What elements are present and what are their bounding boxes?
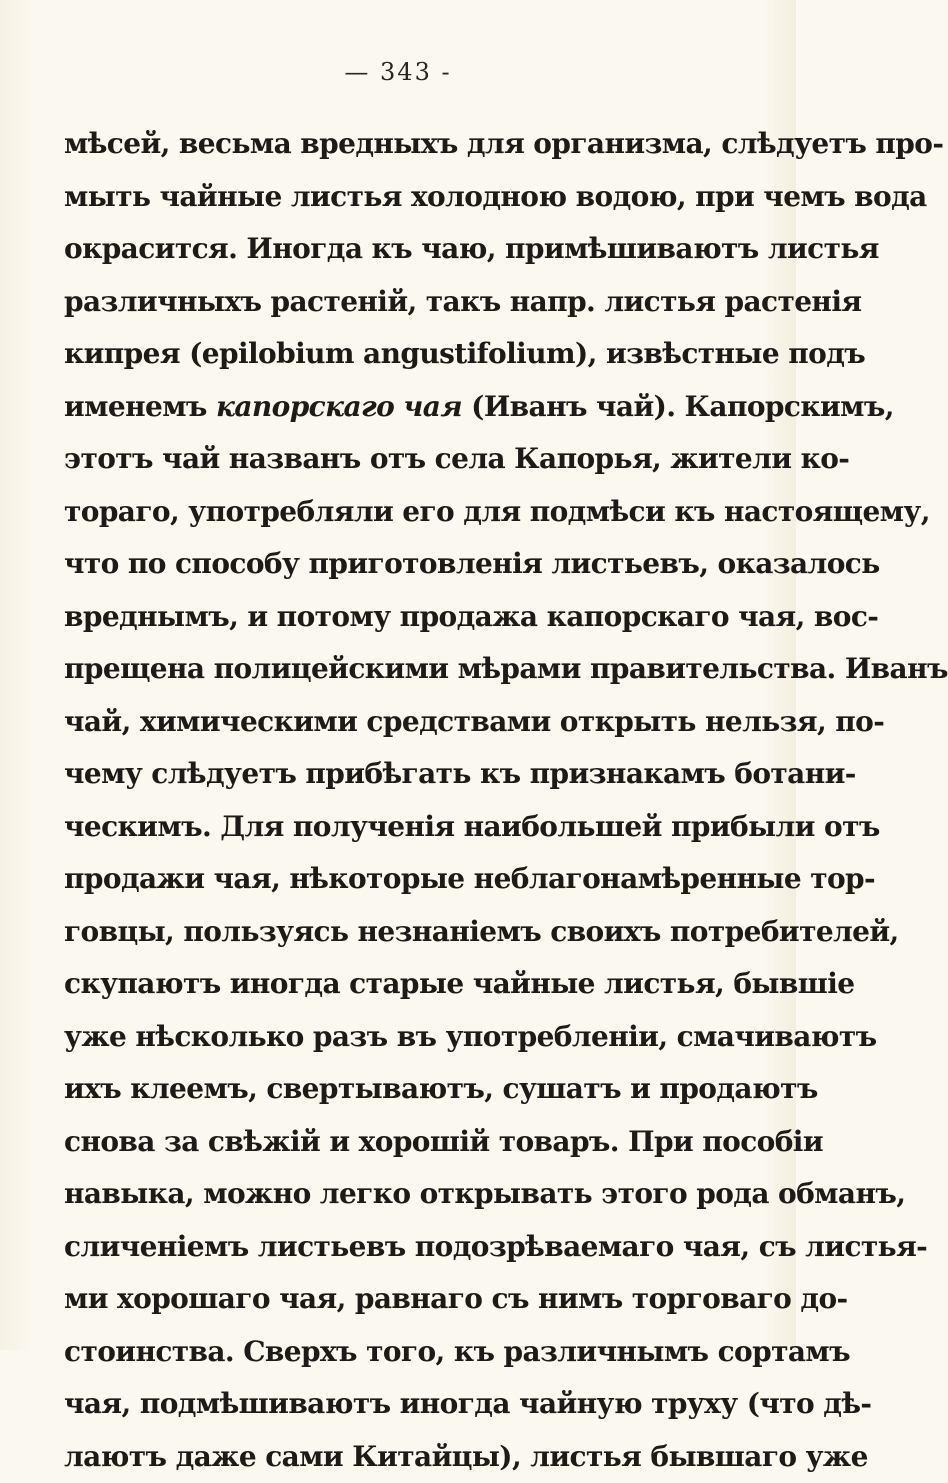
text-line: что по способу приготовленія листьевъ, оказалось — [64, 538, 754, 591]
text-line: мыть чайные листья холодною водою, при чемъ вода — [64, 171, 754, 224]
text-line-mixed — [64, 381, 754, 434]
text-line: чай, химическими средствами открыть нельзя, по- — [64, 696, 754, 749]
text-line: снова за свѣжій и хорошій товаръ. При пособіи — [64, 1116, 754, 1169]
text-line: тораго, употребляли его для подмѣси къ настоящему, — [64, 486, 754, 539]
text-line: ихъ клеемъ, свертываютъ, сушатъ и продаютъ — [64, 1063, 754, 1116]
text-line: ческимъ. Для полученія наибольшей прибыли отъ — [64, 801, 754, 854]
text-line: мѣсей, весьма вредныхъ для организма, слѣдуетъ про- — [64, 118, 754, 171]
text-line: чая, подмѣшиваютъ иногда чайную труху (что дѣ- — [64, 1378, 754, 1431]
text-line: уже нѣсколько разъ въ употребленіи, смачиваютъ — [64, 1011, 754, 1064]
page-number: — 343 - — [0, 58, 796, 86]
text-line: лаютъ даже сами Китайцы), листья бывшаго уже — [64, 1431, 754, 1483]
text-fragment: именемъ — [64, 390, 216, 423]
text-line: стоинства. Сверхъ того, къ различнымъ сортамъ — [64, 1326, 754, 1379]
text-line: навыка, можно легко открывать этого рода обманъ, — [64, 1168, 754, 1221]
body-text — [64, 118, 754, 1483]
text-line: ми хорошаго чая, равнаго съ нимъ торговаго до- — [64, 1273, 754, 1326]
text-line: различныхъ растеній, такъ напр. листья растенія — [64, 276, 754, 329]
text-line: чему слѣдуетъ прибѣгать къ признакамъ ботани- — [64, 748, 754, 801]
italic-term: капорскаго чая — [216, 390, 462, 423]
text-line: прещена полицейскими мѣрами правительства. Иванъ — [64, 643, 754, 696]
text-line: говцы, пользуясь незнаніемъ своихъ потребителей, — [64, 906, 754, 959]
text-line: продажи чая, нѣкоторые неблагонамѣренные тор- — [64, 853, 754, 906]
text-line: кипрея (epilobium angustifolium), извѣстные подъ — [64, 328, 754, 381]
text-line: окрасится. Иногда къ чаю, примѣшиваютъ листья — [64, 223, 754, 276]
text-fragment: (Иванъ чай). Капорскимъ, — [462, 390, 894, 423]
text-line: сличеніемъ листьевъ подозрѣваемаго чая, съ листья- — [64, 1221, 754, 1274]
text-line: скупаютъ иногда старые чайные листья, бывшіе — [64, 958, 754, 1011]
text-line: этотъ чай названъ отъ села Капорья, жители ко- — [64, 433, 754, 486]
text-line: вреднымъ, и потому продажа капорскаго чая, вос- — [64, 591, 754, 644]
